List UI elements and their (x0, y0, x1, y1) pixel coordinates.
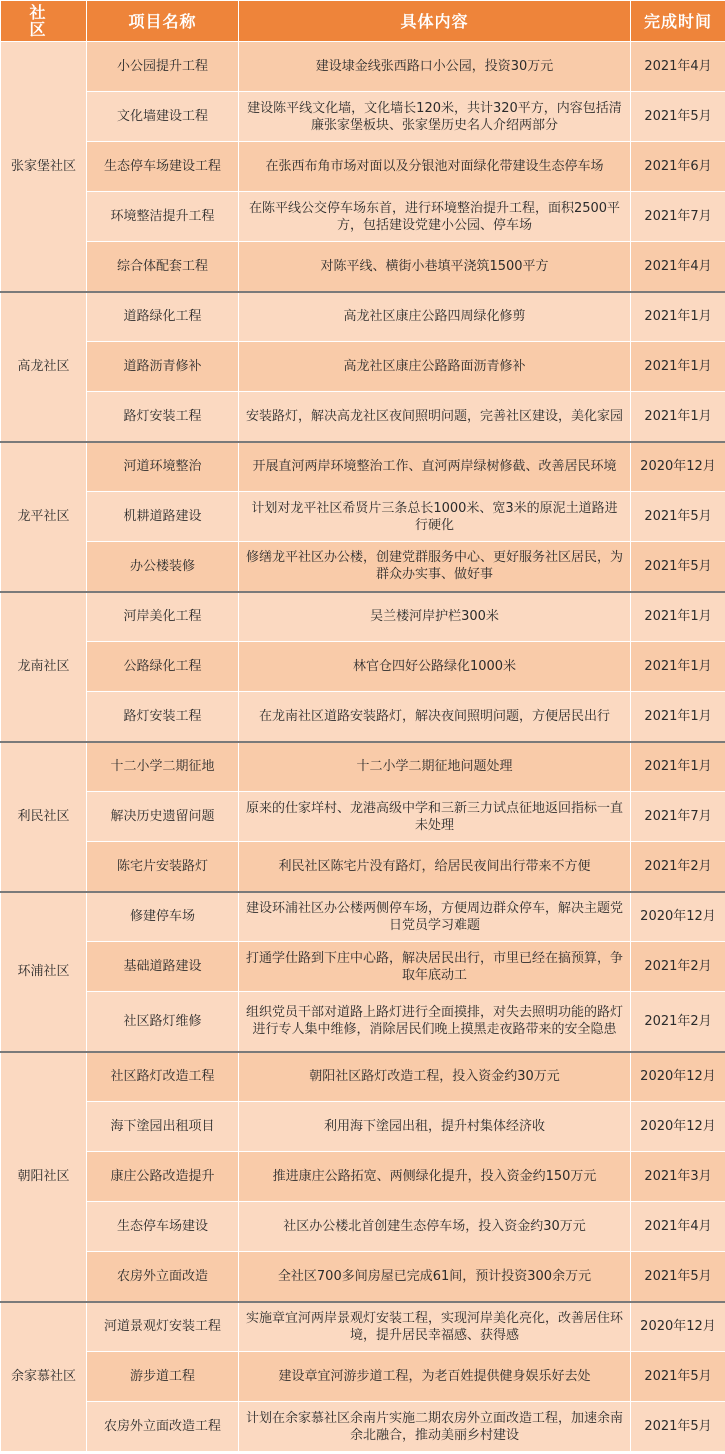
time-cell: 2021年1月 (631, 592, 725, 642)
header-community: 社 区 (1, 1, 87, 42)
header-project: 项目名称 (87, 1, 239, 42)
project-cell: 海下塗园出租项目 (87, 1102, 239, 1152)
table-row (1, 1202, 725, 1252)
project-cell: 办公楼装修 (87, 542, 239, 592)
project-cell: 河道环境整治 (87, 442, 239, 492)
time-cell: 2021年1月 (631, 742, 725, 792)
table-row (1, 342, 725, 392)
project-cell: 解决历史遗留问题 (87, 792, 239, 842)
time-cell: 2020年12月 (631, 1102, 725, 1152)
project-cell: 修建停车场 (87, 892, 239, 942)
project-cell: 路灯安装工程 (87, 392, 239, 442)
project-cell: 道路沥青修补 (87, 342, 239, 392)
table-row (1, 942, 725, 992)
time-cell: 2021年4月 (631, 1202, 725, 1252)
table-row (1, 442, 725, 492)
table-row (1, 192, 725, 242)
table-row (1, 142, 725, 192)
content-cell: 实施章宜河两岸景观灯安装工程，实现河岸美化亮化，改善居住环境，提升居民幸福感、获得感 (239, 1302, 631, 1352)
time-cell: 2021年2月 (631, 992, 725, 1052)
time-cell: 2021年5月 (631, 1252, 725, 1302)
time-cell: 2021年5月 (631, 542, 725, 592)
content-cell: 高龙社区康庄公路路面沥青修补 (239, 342, 631, 392)
table-row (1, 792, 725, 842)
table-row (1, 42, 725, 92)
table-row (1, 1402, 725, 1452)
content-cell: 建设陈平线文化墙，文化墙长120米，共计320平方，内容包括清廉张家堡板块、张家堡历史名人介绍两部分 (239, 92, 631, 142)
table-row (1, 742, 725, 792)
content-cell: 在张西布角市场对面以及分银池对面绿化带建设生态停车场 (239, 142, 631, 192)
content-cell: 林官仓四好公路绿化1000米 (239, 642, 631, 692)
project-cell: 公路绿化工程 (87, 642, 239, 692)
table-row (1, 1102, 725, 1152)
table-row (1, 592, 725, 642)
time-cell: 2021年1月 (631, 692, 725, 742)
content-cell: 开展直河两岸环境整治工作、直河两岸绿树修截、改善居民环境 (239, 442, 631, 492)
content-cell: 组织党员干部对道路上路灯进行全面摸排，对失去照明功能的路灯进行专人集中维修，消除居民们晚上摸黑走夜路带来的安全隐患 (239, 992, 631, 1052)
table-row (1, 1152, 725, 1202)
table-row (1, 242, 725, 292)
header-time: 完成时间 (631, 1, 725, 42)
table-row (1, 292, 725, 342)
time-cell: 2021年1月 (631, 642, 725, 692)
table-row (1, 892, 725, 942)
time-cell: 2021年2月 (631, 842, 725, 892)
table-row (1, 1052, 725, 1102)
content-cell: 朝阳社区路灯改造工程，投入资金约30万元 (239, 1052, 631, 1102)
project-cell: 社区路灯维修 (87, 992, 239, 1052)
content-cell: 修缮龙平社区办公楼，创建党群服务中心、更好服务社区居民，为群众办实事、做好事 (239, 542, 631, 592)
project-cell: 环境整洁提升工程 (87, 192, 239, 242)
time-cell: 2021年5月 (631, 492, 725, 542)
project-cell: 文化墙建设工程 (87, 92, 239, 142)
table-row (1, 392, 725, 442)
table-row (1, 842, 725, 892)
time-cell: 2021年5月 (631, 1352, 725, 1402)
community-cell: 龙南社区 (1, 592, 87, 742)
content-cell: 全社区700多间房屋已完成61间，预计投资300余万元 (239, 1252, 631, 1302)
table-row (1, 992, 725, 1052)
community-cell: 朝阳社区 (1, 1052, 87, 1302)
content-cell: 打通学仕路到下庄中心路，解决居民出行，市里已经在搞预算，争取年底动工 (239, 942, 631, 992)
table-row (1, 542, 725, 592)
table-row (1, 642, 725, 692)
project-cell: 小公园提升工程 (87, 42, 239, 92)
project-cell: 康庄公路改造提升 (87, 1152, 239, 1202)
time-cell: 2020年12月 (631, 1052, 725, 1102)
time-cell: 2021年1月 (631, 292, 725, 342)
project-cell: 机耕道路建设 (87, 492, 239, 542)
content-cell: 吴兰楼河岸护栏300米 (239, 592, 631, 642)
time-cell: 2020年12月 (631, 1302, 725, 1352)
time-cell: 2021年4月 (631, 242, 725, 292)
community-cell: 张家堡社区 (1, 42, 87, 292)
time-cell: 2021年1月 (631, 342, 725, 392)
community-cell: 余家慕社区 (1, 1302, 87, 1452)
project-cell: 十二小学二期征地 (87, 742, 239, 792)
content-cell: 原来的仕家垟村、龙港高级中学和三新三力试点征地返回指标一直未处理 (239, 792, 631, 842)
project-cell: 综合体配套工程 (87, 242, 239, 292)
content-cell: 推进康庄公路拓宽、两侧绿化提升，投入资金约150万元 (239, 1152, 631, 1202)
time-cell: 2020年12月 (631, 892, 725, 942)
content-cell: 高龙社区康庄公路四周绿化修剪 (239, 292, 631, 342)
table-row (1, 1352, 725, 1402)
time-cell: 2021年5月 (631, 1402, 725, 1452)
table-row (1, 1252, 725, 1302)
table-row (1, 692, 725, 742)
table-row (1, 1302, 725, 1352)
header-row (1, 1, 725, 42)
table-row (1, 92, 725, 142)
community-cell: 利民社区 (1, 742, 87, 892)
content-cell: 在龙南社区道路安装路灯，解决夜间照明问题，方便居民出行 (239, 692, 631, 742)
content-cell: 建设环浦社区办公楼两侧停车场，方便周边群众停车，解决主题党日党员学习难题 (239, 892, 631, 942)
community-cell: 龙平社区 (1, 442, 87, 592)
project-cell: 河岸美化工程 (87, 592, 239, 642)
content-cell: 计划在余家慕社区余南片实施二期农房外立面改造工程，加速余南余北融合，推动美丽乡村建设 (239, 1402, 631, 1452)
project-cell: 农房外立面改造工程 (87, 1402, 239, 1452)
time-cell: 2020年12月 (631, 442, 725, 492)
project-cell: 农房外立面改造 (87, 1252, 239, 1302)
content-cell: 利民社区陈宅片没有路灯，给居民夜间出行带来不方便 (239, 842, 631, 892)
project-cell: 陈宅片安装路灯 (87, 842, 239, 892)
project-cell: 游步道工程 (87, 1352, 239, 1402)
time-cell: 2021年7月 (631, 792, 725, 842)
project-cell: 基础道路建设 (87, 942, 239, 992)
project-cell: 社区路灯改造工程 (87, 1052, 239, 1102)
content-cell: 在陈平线公交停车场东首，进行环境整治提升工程，面积2500平方，包括建设党建小公园、停车场 (239, 192, 631, 242)
time-cell: 2021年7月 (631, 192, 725, 242)
project-cell: 河道景观灯安装工程 (87, 1302, 239, 1352)
table-row (1, 492, 725, 542)
community-cell: 环浦社区 (1, 892, 87, 1052)
content-cell: 社区办公楼北首创建生态停车场，投入资金约30万元 (239, 1202, 631, 1252)
content-cell: 对陈平线、横街小巷填平浇筑1500平方 (239, 242, 631, 292)
time-cell: 2021年1月 (631, 392, 725, 442)
community-cell: 高龙社区 (1, 292, 87, 442)
time-cell: 2021年6月 (631, 142, 725, 192)
time-cell: 2021年3月 (631, 1152, 725, 1202)
content-cell: 建设章宜河游步道工程，为老百姓提供健身娱乐好去处 (239, 1352, 631, 1402)
project-cell: 路灯安装工程 (87, 692, 239, 742)
time-cell: 2021年4月 (631, 42, 725, 92)
content-cell: 利用海下塗园出租，提升村集体经济收 (239, 1102, 631, 1152)
content-cell: 十二小学二期征地问题处理 (239, 742, 631, 792)
project-cell: 生态停车场建设 (87, 1202, 239, 1252)
project-cell: 生态停车场建设工程 (87, 142, 239, 192)
time-cell: 2021年2月 (631, 942, 725, 992)
project-cell: 道路绿化工程 (87, 292, 239, 342)
content-cell: 安装路灯，解决高龙社区夜间照明问题，完善社区建设，美化家园 (239, 392, 631, 442)
content-cell: 建设埭金线张西路口小公园，投资30万元 (239, 42, 631, 92)
time-cell: 2021年5月 (631, 92, 725, 142)
content-cell: 计划对龙平社区希贤片三条总长1000米、宽3米的原泥土道路进行硬化 (239, 492, 631, 542)
header-content: 具体内容 (239, 1, 631, 42)
